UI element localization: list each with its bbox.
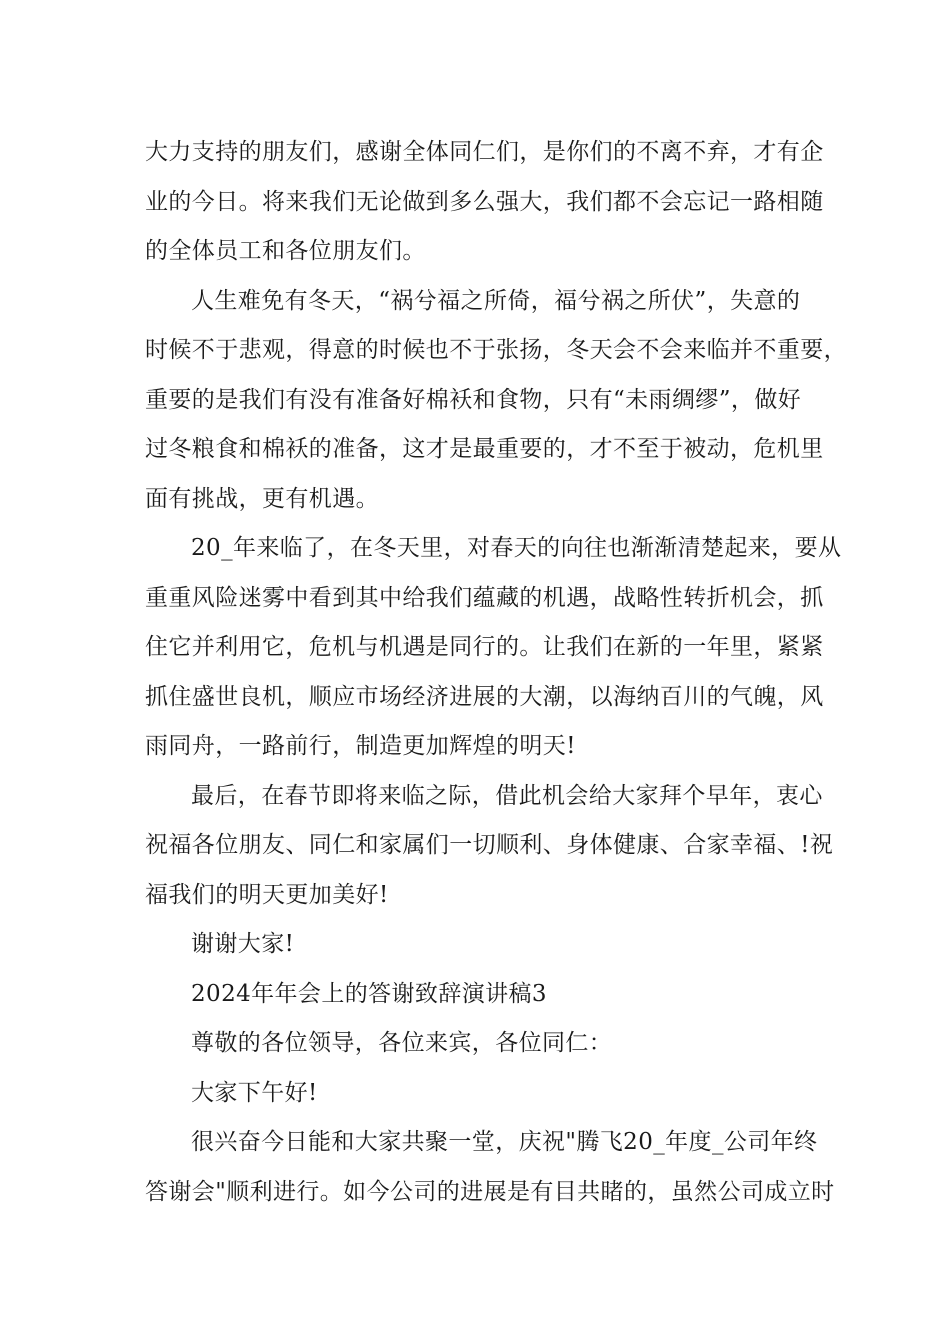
- paragraph-first-line: 20_年来临了，在冬天里，对春天的向往也渐渐清楚起来，要从: [191, 535, 842, 561]
- text-line: 祝福各位朋友、同仁和家属们一切顺利、身体健康、合家幸福、!祝: [145, 832, 834, 858]
- greeting: 大家下午好!: [191, 1079, 318, 1106]
- paragraph-first-line: 最后，在春节即将来临之际，借此机会给大家拜个早年，衷心: [191, 782, 823, 809]
- text-line: 重重风险迷雾中看到其中给我们蕴藏的机遇，战略性转折机会，抓: [145, 584, 824, 611]
- salutation: 尊敬的各位领导，各位来宾，各位同仁：: [191, 1030, 613, 1056]
- text-line: 雨同舟，一路前行，制造更加辉煌的明天!: [145, 733, 576, 759]
- section-title: 2024年年会上的答谢致辞演讲稿3: [191, 980, 547, 1007]
- paragraph-first-line: 人生难免有冬天，“祸兮福之所倚，福兮祸之所伏”，失意的: [191, 287, 801, 314]
- closing-thanks: 谢谢大家!: [191, 931, 295, 957]
- text-line: 答谢会"顺利进行。如今公司的进展是有目共睹的，虽然公司成立时: [145, 1178, 835, 1205]
- text-line: 的全体员工和各位朋友们。: [145, 238, 426, 264]
- text-line: 大力支持的朋友们，感谢全体同仁们，是你们的不离不弃，才有企: [145, 139, 824, 165]
- text-line: 过冬粮食和棉袄的准备，这才是最重要的，才不至于被动，危机里: [145, 436, 824, 462]
- text-line: 重要的是我们有没有准备好棉袄和食物，只有“未雨绸缪”，做好: [145, 386, 802, 413]
- text-line: 时候不于悲观，得意的时候也不于张扬，冬天会不会来临并不重要，: [145, 337, 847, 363]
- document-body: [145, 128, 847, 1217]
- text-line: 抓住盛世良机，顺应市场经济进展的大潮，以海纳百川的气魄，风: [145, 683, 824, 710]
- text-line: 业的今日。将来我们无论做到多么强大，我们都不会忘记一路相随: [145, 188, 824, 215]
- paragraph-first-line: 很兴奋今日能和大家共聚一堂，庆祝"腾飞20_年度_公司年终: [191, 1129, 818, 1155]
- text-line: 住它并利用它，危机与机遇是同行的。让我们在新的一年里，紧紧: [145, 634, 824, 660]
- text-line: 福我们的明天更加美好!: [145, 881, 389, 908]
- text-line: 面有挑战，更有机遇。: [145, 485, 379, 512]
